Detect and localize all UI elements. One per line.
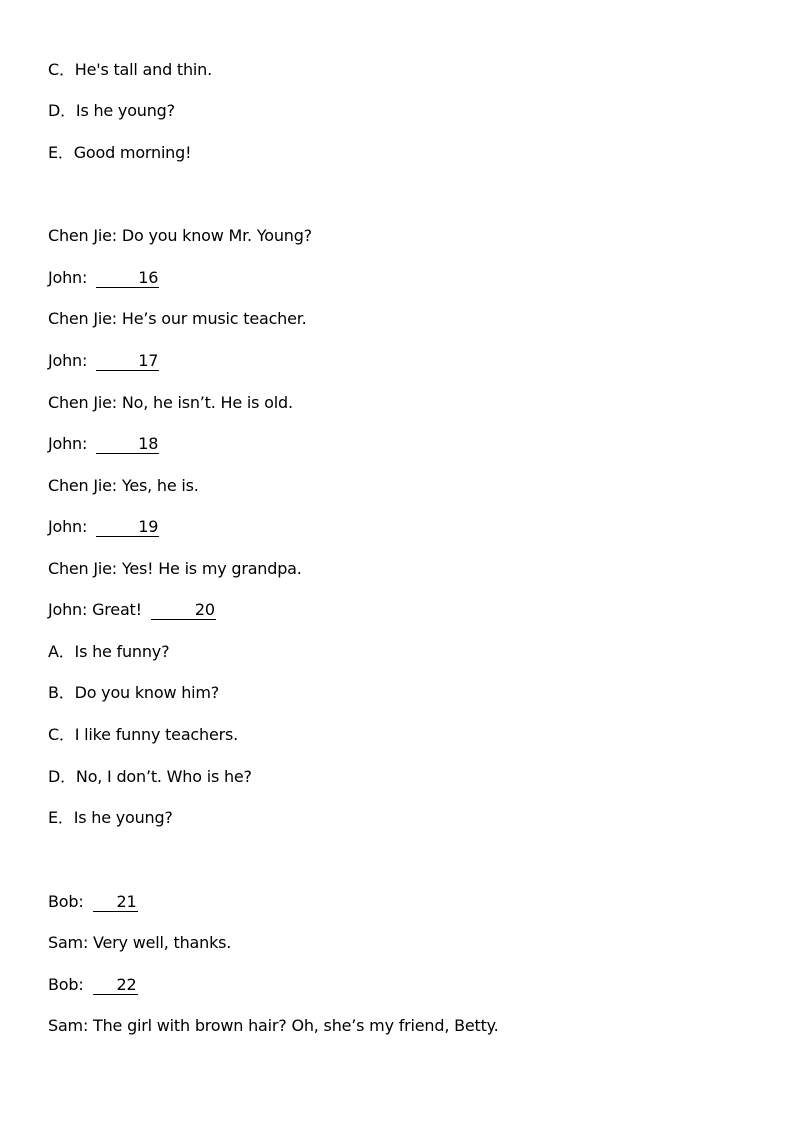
dialogue-text: Yes! He is my grandpa. [121,559,302,578]
dialogue-line [48,393,293,413]
speaker-name: John: [48,351,88,370]
dialogue-line [48,268,159,288]
dialogue-line [48,517,159,537]
speaker-name: Chen Jie: [48,393,117,412]
speaker-name: John: [48,517,88,536]
speaker-name: Bob: [48,892,84,911]
option-e-line: E．Good morning! [48,143,192,162]
answer-blank-22[interactable]: 22 [93,976,138,995]
speaker-name: John: [48,600,88,619]
dialogue-line [48,559,302,579]
option-e-line: E．Is he young? [48,808,173,827]
speaker-name: Sam: [48,933,89,952]
speaker-name: John: [48,434,88,453]
dialogue-text: He’s our music teacher. [121,309,307,328]
speaker-name: John: [48,268,88,287]
dialogue-line [48,351,159,371]
dialogue-line [48,892,138,912]
answer-blank-21[interactable]: 21 [93,893,138,912]
dialogue-line [48,476,199,496]
option-d-line: D．Is he young? [48,101,175,120]
dialogue-text: Yes, he is. [121,476,199,495]
dialogue-line [48,434,159,454]
answer-blank-19[interactable]: 19 [96,518,159,537]
answer-blank-18[interactable]: 18 [96,435,159,454]
speaker-name: Chen Jie: [48,559,117,578]
dialogue-text: The girl with brown hair? Oh, she’s my friend, Betty. [93,1016,499,1035]
option-c-line: C．He's tall and thin. [48,60,212,79]
option-a-line: A．Is he funny? [48,642,170,661]
option-c-line: C．I like funny teachers. [48,725,239,744]
dialogue-line [48,975,138,995]
option-b-line: B．Do you know him? [48,683,220,702]
dialogue-line [48,226,312,246]
dialogue-text: Great! [92,600,142,619]
dialogue-line [48,1016,499,1036]
dialogue-text: Very well, thanks. [93,933,232,952]
dialogue-line [48,933,231,953]
answer-blank-17[interactable]: 17 [96,352,159,371]
dialogue-text: Do you know Mr. Young? [121,226,312,245]
speaker-name: Bob: [48,975,84,994]
answer-blank-16[interactable]: 16 [96,269,159,288]
speaker-name: Chen Jie: [48,309,117,328]
answer-blank-20[interactable]: 20 [151,601,216,620]
speaker-name: Chen Jie: [48,226,117,245]
dialogue-line [48,600,216,620]
dialogue-line [48,309,307,329]
option-d-line: D．No, I don’t. Who is he? [48,767,252,786]
speaker-name: Chen Jie: [48,476,117,495]
dialogue-text: No, he isn’t. He is old. [121,393,293,412]
speaker-name: Sam: [48,1016,89,1035]
